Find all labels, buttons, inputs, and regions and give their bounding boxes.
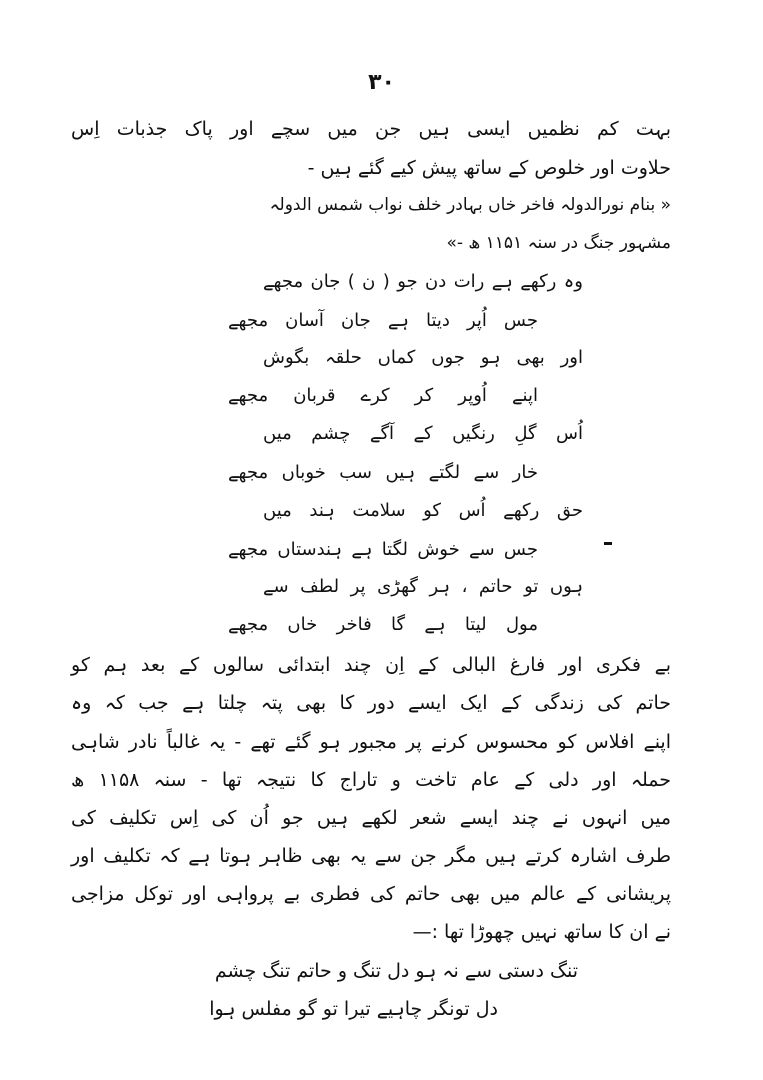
page-number: ۳۰ — [368, 70, 395, 95]
couplet-line: دل تونگر چاہیے تیرا تو گو مفلس ہوا — [209, 998, 498, 1020]
verse-line: جس سے خوش لگتا ہے ہندستاں مجھے — [228, 539, 538, 560]
verse-line: جس اُپر دیتا ہے جان آسان مجھے — [228, 310, 538, 331]
verse-line: وہ رکھے ہے رات دن جو ( ن ) جان مجھے — [263, 271, 583, 292]
paragraph-line: بہت کم نظمیں ایسی ہیں جن میں سچے اور پاک جذبات اِس — [71, 118, 671, 140]
verse-line: خار سے لگتے ہیں سب خوباں مجھے — [228, 462, 538, 483]
verse-line: اُس گلِ رنگیں کے آگے چشم میں — [263, 423, 583, 444]
paragraph-line: پریشانی کے عالم میں بھی حاتم کی فطری بے پرواہی اور توکل مزاجی — [71, 883, 671, 905]
poem-heading: « بنام نورالدولہ فاخر خاں بہادر خلف نواب شمس الدولہ — [269, 195, 671, 215]
verse-line: ہوں تو حاتم ، ہر گھڑی پر لطف سے — [263, 576, 583, 597]
verse-line: اپنے اُوپر کر کرے قربان مجھے — [228, 385, 538, 406]
couplet-line: تنگ دستی سے نہ ہو دل تنگ و حاتم تنگ چشم — [214, 960, 578, 982]
paragraph-line: حلاوت اور خلوص کے ساتھ پیش کیے گئے ہیں - — [307, 157, 671, 179]
margin-mark — [604, 542, 612, 545]
paragraph-line: میں انہوں نے چند ایسے شعر لکھے ہیں جو اُن کی اِس تکلیف کی — [71, 807, 671, 829]
poem-heading: مشہور جنگ در سنہ ۱۱۵۱ ھ -» — [446, 233, 671, 253]
paragraph-line: حاتم کی زندگی کے ایک ایسے دور کا بھی پتہ چلتا ہے جب کہ وہ — [71, 692, 671, 714]
paragraph-line: بے فکری اور فارغ البالی کے اِن چند ابتدائی سالوں کے بعد ہم کو — [71, 654, 671, 676]
paragraph-line: نے ان کا ساتھ نہیں چھوڑا تھا :— — [412, 921, 671, 943]
paragraph-line: حملہ اور دلی کے عام تاخت و تاراج کا نتیجہ تھا - سنہ ۱۱۵۸ ھ — [71, 769, 671, 791]
paragraph-line: طرف اشارہ کرتے ہیں مگر جن سے یہ بھی ظاہر ہوتا ہے کہ تکلیف اور — [71, 845, 671, 867]
verse-line: حق رکھے اُس کو سلامت ہند میں — [263, 500, 583, 521]
verse-line: اور بھی ہو جوں کماں حلقہ بگوش — [263, 347, 583, 368]
paragraph-line: اپنے افلاس کو محسوس کرنے پر مجبور ہو گئے تھے - یہ غالباً نادر شاہی — [71, 731, 671, 753]
verse-line: مول لیتا ہے گا فاخر خاں مجھے — [228, 614, 538, 635]
